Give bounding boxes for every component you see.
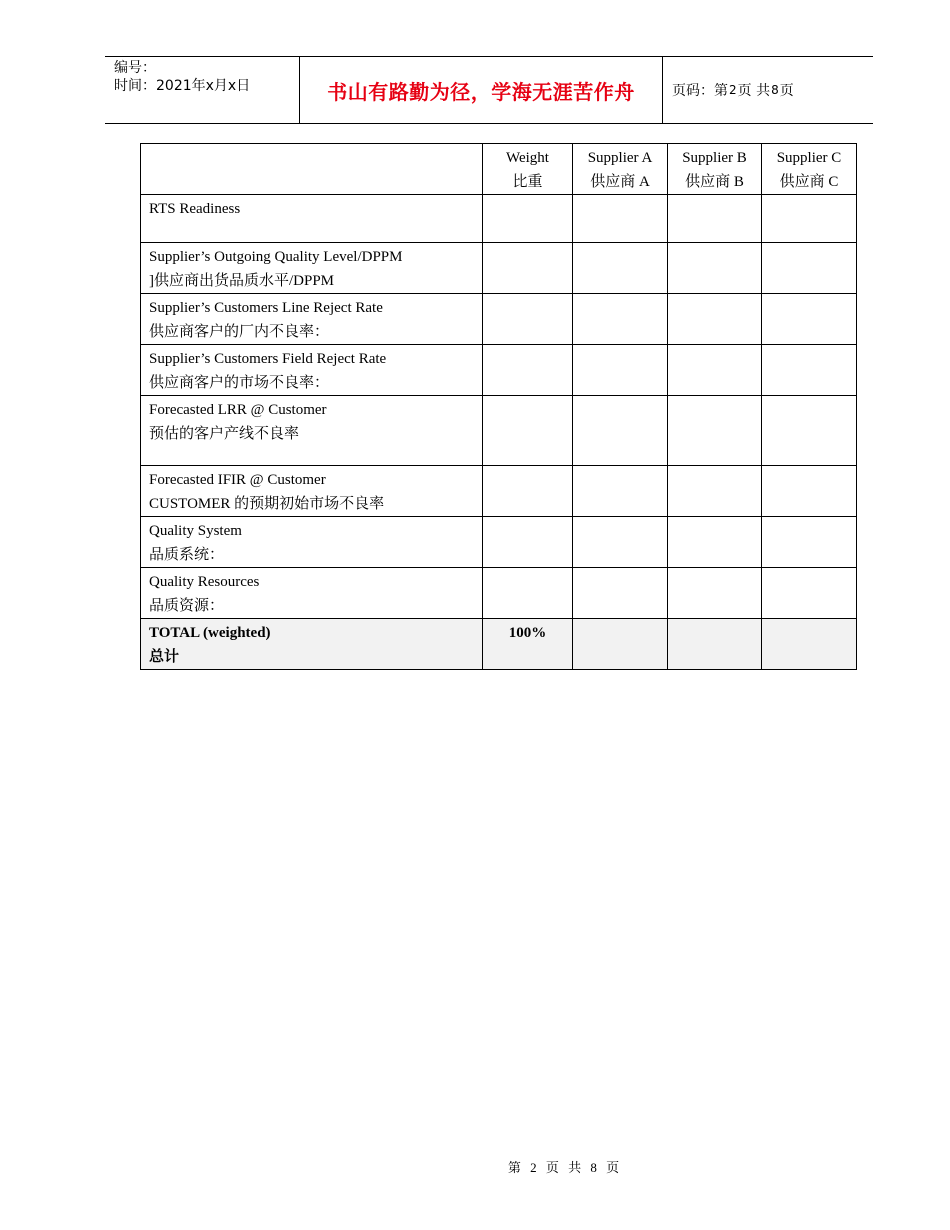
criteria-en: Supplier’s Customers Line Reject Rate	[149, 300, 383, 316]
weight-cell[interactable]	[483, 345, 573, 396]
header-supplier-b-en: Supplier B	[682, 150, 747, 166]
header-supplier-c-zh: 供应商 C	[779, 174, 839, 190]
total-weight-cell: 100%	[483, 619, 573, 670]
supplier-b-cell[interactable]	[668, 294, 762, 345]
header-meta	[105, 57, 300, 123]
supplier-b-cell[interactable]	[668, 396, 762, 466]
supplier-a-cell[interactable]	[573, 195, 668, 243]
header-supplier-c	[762, 144, 857, 195]
criteria-en: RTS Readiness	[149, 201, 241, 217]
criteria-cell	[141, 396, 483, 466]
supplier-c-cell[interactable]	[762, 243, 857, 294]
page-current: 2	[729, 83, 737, 97]
page-footer: 第 2 页 共 8 页	[507, 1160, 623, 1175]
criteria-zh: 品质资源：	[149, 598, 225, 614]
table-row	[141, 568, 857, 619]
criteria-zh: 供应商客户的市场不良率：	[149, 375, 330, 391]
supplier-b-cell[interactable]	[668, 568, 762, 619]
supplier-b-cell[interactable]	[668, 466, 762, 517]
table-row	[141, 517, 857, 568]
supplier-a-cell[interactable]	[573, 294, 668, 345]
supplier-c-cell[interactable]	[762, 396, 857, 466]
header-supplier-a	[573, 144, 668, 195]
header-supplier-b-zh: 供应商 B	[685, 174, 744, 190]
header-weight	[483, 144, 573, 195]
criteria-cell	[141, 345, 483, 396]
header-supplier-c-en: Supplier C	[776, 150, 842, 166]
weight-cell[interactable]	[483, 195, 573, 243]
page-mid: 页 共	[737, 83, 771, 99]
weight-cell[interactable]	[483, 517, 573, 568]
criteria-en: Supplier’s Outgoing Quality Level/DPPM	[149, 249, 403, 265]
criteria-en: Forecasted IFIR @ Customer	[149, 472, 326, 488]
total-label-zh: 总计	[149, 649, 180, 665]
header-page-indicator	[663, 57, 873, 123]
supplier-a-cell[interactable]	[573, 466, 668, 517]
table-row	[141, 294, 857, 345]
criteria-en: Quality System	[149, 523, 242, 539]
supplier-a-cell[interactable]	[573, 517, 668, 568]
table-row	[141, 345, 857, 396]
doc-time-label: 时间：2021年x月x日	[114, 78, 251, 94]
page-suffix: 页	[779, 83, 794, 99]
header-criteria-cell	[141, 144, 483, 195]
header-supplier-b	[668, 144, 762, 195]
supplier-b-cell[interactable]	[668, 195, 762, 243]
criteria-cell	[141, 466, 483, 517]
header-supplier-a-zh: 供应商 A	[590, 174, 650, 190]
criteria-zh: ]供应商出货品质水平/DPPM	[149, 273, 335, 289]
supplier-c-cell[interactable]	[762, 294, 857, 345]
header-motto: 书山有路勤为径，学海无涯苦作舟	[327, 79, 635, 104]
criteria-cell	[141, 568, 483, 619]
supplier-b-cell[interactable]	[668, 345, 762, 396]
total-supplier-b-cell[interactable]	[668, 619, 762, 670]
criteria-cell	[141, 195, 483, 243]
table-row	[141, 466, 857, 517]
header-weight-zh: 比重	[512, 174, 543, 190]
criteria-en: Supplier’s Customers Field Reject Rate	[149, 351, 387, 367]
supplier-a-cell[interactable]	[573, 243, 668, 294]
criteria-zh: CUSTOMER 的预期初始市场不良率	[149, 496, 385, 512]
criteria-en: Quality Resources	[149, 574, 260, 590]
supplier-c-cell[interactable]	[762, 195, 857, 243]
header-weight-en: Weight	[506, 150, 549, 166]
header-supplier-a-en: Supplier A	[587, 150, 653, 166]
supplier-b-cell[interactable]	[668, 243, 762, 294]
weight-cell[interactable]	[483, 396, 573, 466]
table-row	[141, 243, 857, 294]
weight-cell[interactable]	[483, 243, 573, 294]
criteria-zh: 预估的客户产线不良率	[149, 426, 300, 442]
total-supplier-c-cell[interactable]	[762, 619, 857, 670]
table-header-row	[141, 144, 857, 195]
supplier-a-cell[interactable]	[573, 396, 668, 466]
weight-cell[interactable]	[483, 466, 573, 517]
header-motto-cell	[300, 57, 663, 123]
weight-cell[interactable]	[483, 568, 573, 619]
total-label-cell	[141, 619, 483, 670]
supplier-a-cell[interactable]	[573, 568, 668, 619]
weight-cell[interactable]	[483, 294, 573, 345]
criteria-cell	[141, 294, 483, 345]
doc-number-label: 编号：	[114, 60, 156, 76]
supplier-a-cell[interactable]	[573, 345, 668, 396]
page-prefix: 页码：第	[672, 83, 728, 99]
supplier-c-cell[interactable]	[762, 345, 857, 396]
supplier-c-cell[interactable]	[762, 568, 857, 619]
criteria-zh: 品质系统：	[149, 547, 225, 563]
page-total: 8	[771, 83, 779, 97]
total-label-en: TOTAL (weighted)	[149, 625, 271, 641]
page-header	[105, 56, 873, 124]
supplier-b-cell[interactable]	[668, 517, 762, 568]
criteria-cell	[141, 243, 483, 294]
supplier-c-cell[interactable]	[762, 466, 857, 517]
criteria-cell	[141, 517, 483, 568]
table-row	[141, 195, 857, 243]
supplier-c-cell[interactable]	[762, 517, 857, 568]
total-row	[141, 619, 857, 670]
total-supplier-a-cell[interactable]	[573, 619, 668, 670]
criteria-en: Forecasted LRR @ Customer	[149, 402, 327, 418]
criteria-zh: 供应商客户的厂内不良率：	[149, 324, 330, 340]
supplier-evaluation-table	[140, 143, 857, 670]
table-row	[141, 396, 857, 466]
